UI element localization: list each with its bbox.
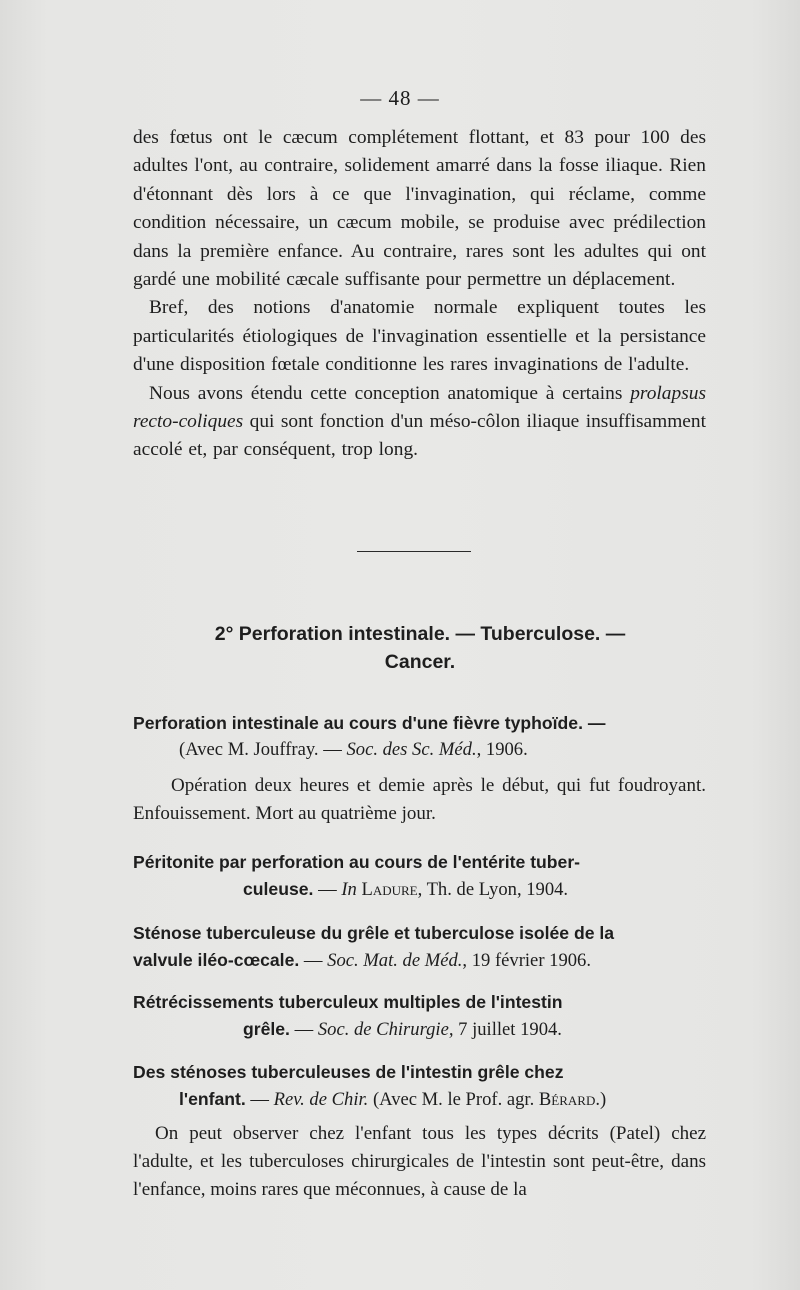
entry-typhoid-description: Opération deux heures et demie après le début, qui fut foudroyant. Enfouissement. Mort au quatrième jour. <box>133 775 706 824</box>
intro-paragraph-3 <box>133 380 706 465</box>
entry-reference: (Avec M. Jouffray. — Soc. des Sc. Méd., 1906. <box>179 739 528 760</box>
section-title-line-1: 2° Perforation intestinale. — Tuberculose. — <box>214 623 626 645</box>
page-number: — 48 — <box>360 86 440 110</box>
entry-reference: valvule iléo-cœcale. — Soc. Mat. de Méd., 19 février 1906. <box>133 950 591 971</box>
closing-paragraph: On peut observer chez l'enfant tous les types décrits (Patel) chez l'adulte, et les tuberculoses chirurgicales de l'intestin sont peut-être, dans l'enfance, moins rares que méconnues, à cause de la <box>133 1123 706 1200</box>
section-title-line-2: Cancer. <box>384 651 456 673</box>
entry-reference: grêle. — Soc. de Chirurgie, 7 juillet 1904. <box>243 1019 562 1040</box>
entry-child-stenoses <box>133 1059 706 1113</box>
entry-title: Des sténoses tuberculeuses de l'intestin grêle chez <box>133 1062 564 1082</box>
intro-paragraph-3-italic: prolapsus recto-coliques <box>133 382 706 433</box>
intro-paragraph-3-start: Nous avons étendu cette conception anatomique à certains <box>149 382 631 404</box>
intro-paragraph-1: des fœtus ont le cæcum complétement flottant, et 83 pour 100 des adultes l'ont, au contraire, solidement amarré dans la fosse iliaque. Rien d'étonnant dès lors à ce que l'invagination, qui réclame, comme condition nécessaire, un cæcum mobile, se produise avec prédilection dans la première enfance. Au contraire, rares sont les adultes qui ont gardé une mobilité cæcale suffisante pour permettre un déplacement. <box>133 127 706 291</box>
entry-title: Péritonite par perforation au cours de l'entérite tuber- <box>133 852 581 872</box>
entry-tuberculous-peritonitis <box>133 849 706 903</box>
entry-reference: l'enfant. — Rev. de Chir. (Avec M. le Prof. agr. Bérard.) <box>179 1089 607 1110</box>
entry-typhoid-perforation <box>133 710 706 763</box>
entry-title: Rétrécissements tuberculeux multiples de l'intestin <box>133 992 563 1012</box>
entry-title: Perforation intestinale au cours d'une fièvre typhoïde. — <box>133 713 606 733</box>
entry-ileocecal-stenosis <box>133 920 706 974</box>
section-divider <box>357 551 471 552</box>
intro-paragraph-3-end: qui sont fonction d'un méso-côlon iliaque insuffisamment accolé et, par conséquent, trop long. <box>133 411 706 461</box>
section-title <box>140 620 700 676</box>
entry-title: Sténose tuberculeuse du grêle et tuberculose isolée de la <box>133 923 615 943</box>
entry-multiple-strictures <box>133 989 706 1043</box>
intro-paragraph-2: Bref, des notions d'anatomie normale expliquent toutes les particularités étiologiques de l'invagination essentielle et la persistance d'une disposition fœtale conditionne les rares invaginations de l'adulte. <box>133 297 706 376</box>
intro-text <box>133 124 706 465</box>
entry-reference: culeuse. — In Ladure, Th. de Lyon, 1904. <box>243 879 569 900</box>
